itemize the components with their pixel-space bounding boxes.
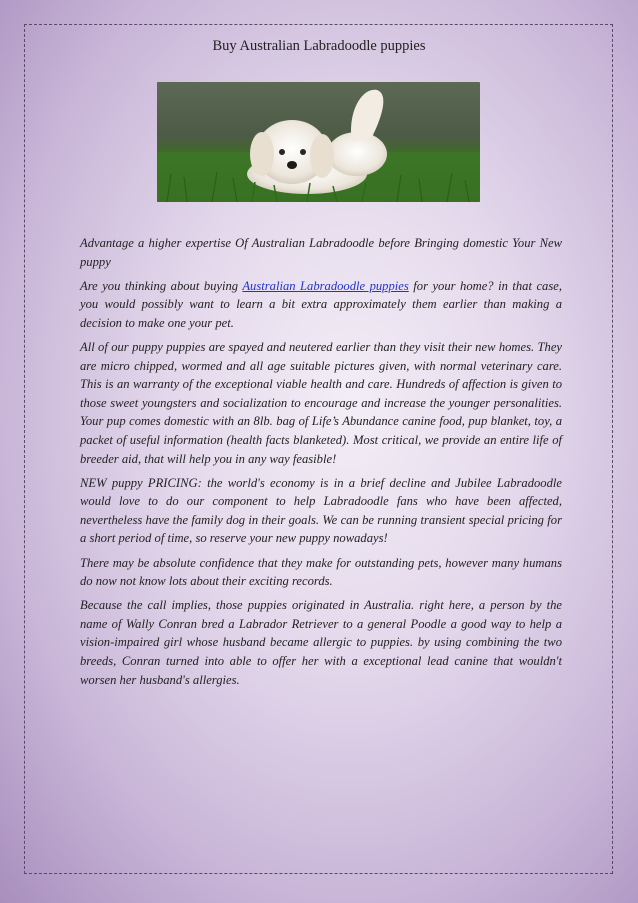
- paragraph-care: All of our puppy puppies are spayed and neutered earlier than they visit their new homes. They are micro chipped, wormed and all age suitable pictures given, with normal veterinary care. This is an warranty of the exceptional viable health and care. Hundreds of affection is given to those sweet youngsters and socialization to encourage and increase the younger personalities. Your pup comes domestic with an 8lb. bag of Life’s Abundance canine food, pup blanket, toy, a packet of useful information (health facts blanketed). Most critical, we provide an entire life of breeder aid, that will help you in any way feasible!: [80, 339, 562, 466]
- paragraph-intro: [80, 277, 562, 333]
- dog-photo-svg: [157, 82, 480, 202]
- labradoodle-puppies-link[interactable]: Australian Labradoodle puppies: [242, 278, 409, 293]
- paragraph-confidence: There may be absolute confidence that they make for outstanding pets, however many humans do now not know lots about their exciting records.: [80, 555, 562, 589]
- page-title: Buy Australian Labradoodle puppies: [212, 38, 426, 54]
- paragraph-pricing: NEW puppy PRICING: the world's economy is in a brief decline and Jubilee Labradoodle would love to do our component to help Labradoodle fans who have been affected, nevertheless have the family dog in their goals. We can be running transient special pricing for a short period of time, so reserve your new puppy nowadays!: [80, 475, 562, 546]
- paragraph-history: Because the call implies, those puppies originated in Australia. right here, a person by the name of Wally Conran bred a Labrador Retriever to a general Poodle a good way to help a vision-impaired girl whose husband became allergic to puppies. by using combining the two breeds, Conran turned into able to offer her with a exceptional lead canine that wouldn't worsen her husband's allergies.: [80, 598, 562, 687]
- article-body: [80, 234, 562, 695]
- paragraph-intro-start: Are you thinking about buying: [80, 278, 243, 293]
- dog-photo-icon: [157, 82, 480, 202]
- paragraph-intro-end: for your home? in that case, you would possibly want to learn a bit extra approximately them earlier than making a decision to make one your pet.: [80, 278, 562, 330]
- paragraph-heading: Advantage a higher expertise Of Australian Labradoodle before Bringing domestic Your New puppy: [80, 236, 562, 269]
